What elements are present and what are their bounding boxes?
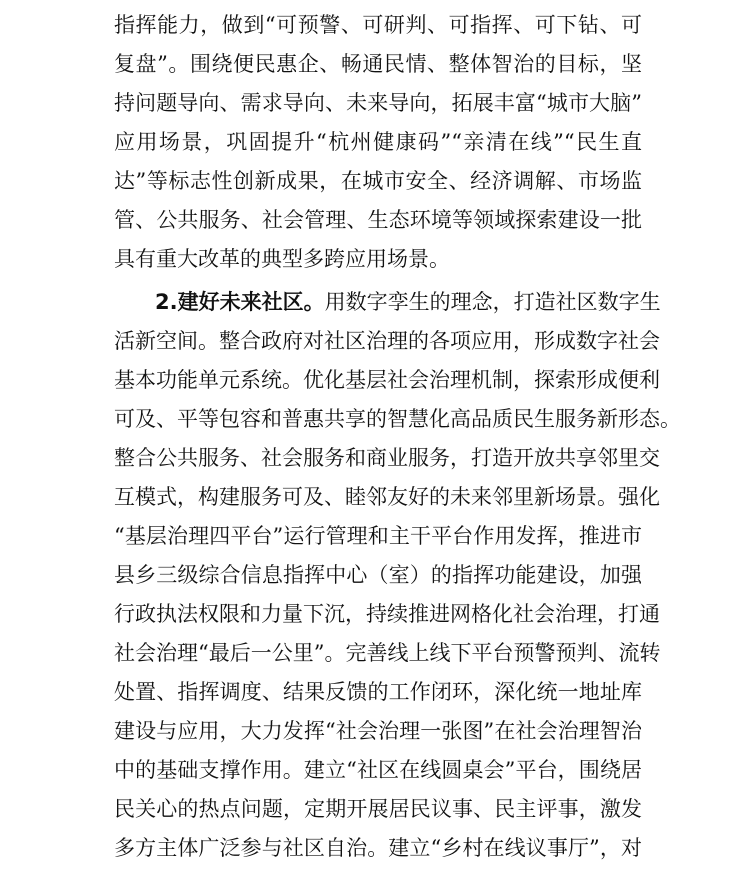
paragraph-1-line-7: 具有重大改革的典型多跨应用场景。 xyxy=(114,247,450,271)
paragraph-1-line-6: 管、公共服务、社会管理、生态环境等领域探索建设一批 xyxy=(114,208,642,232)
paragraph-1-line-3: 持问题导向、需求导向、未来导向，拓展丰富“城市大脑” xyxy=(114,91,642,115)
paragraph-2-line-12: 建设与应用，大力发挥“社会治理一张图”在社会治理智治 xyxy=(114,719,642,743)
paragraph-2-line-13: 中的基础支撑作用。建立“社区在线圆桌会”平台，围绕居 xyxy=(114,758,642,782)
paragraph-1-line-4: 应用场景，巩固提升“杭州健康码”“亲清在线”“民生直 xyxy=(114,130,642,154)
paragraph-2-line-4: 可及、平等包容和普惠共享的智慧化高品质民生服务新形态。 xyxy=(114,407,681,431)
paragraph-2-line-2: 活新空间。整合政府对社区治理的各项应用，形成数字社会 xyxy=(114,329,660,353)
paragraph-2-line-6: 互模式，构建服务可及、睦邻友好的未来邻里新场景。强化 xyxy=(114,485,660,509)
paragraph-2-line-11: 处置、指挥调度、结果反馈的工作闭环，深化统一地址库 xyxy=(114,680,642,704)
paragraph-2-line-7: “基层治理四平台”运行管理和主干平台作用发挥，推进市 xyxy=(114,524,642,548)
paragraph-1-line-2: 复盘”。围绕便民惠企、畅通民情、整体智治的目标，坚 xyxy=(114,52,642,76)
paragraph-2-line-5: 整合公共服务、社会服务和商业服务，打造开放共享邻里交 xyxy=(114,446,660,470)
paragraph-2-line-15: 多方主体广泛参与社区自治。建立“乡村在线议事厅”，对 xyxy=(114,836,642,860)
paragraph-2-line-9: 行政执法权限和力量下沉，持续推进网格化社会治理，打通 xyxy=(114,602,660,626)
paragraph-2-line-14: 民关心的热点问题，定期开展居民议事、民主评事，激发 xyxy=(114,797,642,821)
paragraph-2-line-3: 基本功能单元系统。优化基层社会治理机制，探索形成便利 xyxy=(114,368,660,392)
paragraph-2-line-8: 县乡三级综合信息指挥中心（室）的指挥功能建设，加强 xyxy=(114,563,642,587)
paragraph-2-line-1 xyxy=(155,282,661,322)
paragraph-2-line-10: 社会治理“最后一公里”。完善线上线下平台预警预判、流转 xyxy=(114,641,661,665)
paragraph-1-line-5: 达”等标志性创新成果，在城市安全、经济调解、市场监 xyxy=(114,169,642,193)
paragraph-2-line-1-text: 用数字孪生的理念，打造社区数字生 xyxy=(324,290,661,314)
section-heading: 2.建好未来社区。 xyxy=(155,290,325,314)
paragraph-1-line-1: 指挥能力，做到“可预警、可研判、可指挥、可下钻、可 xyxy=(114,13,642,37)
